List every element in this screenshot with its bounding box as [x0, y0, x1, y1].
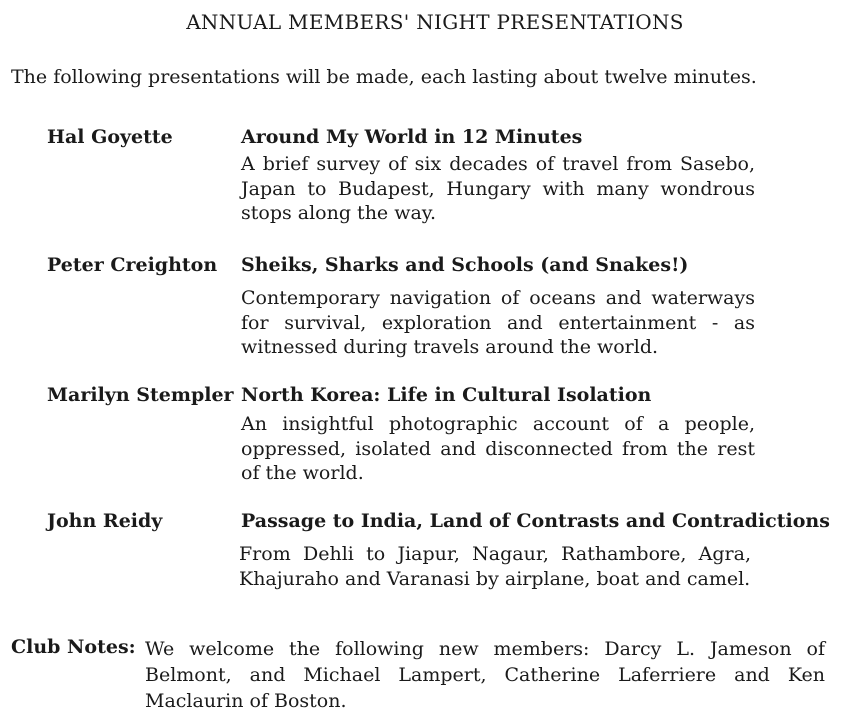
presentation-description: An insightful photographic account of a people, oppressed, isolated and disconnected from the rest of the world. [241, 413, 755, 484]
intro-text: The following presentations will be made, each lasting about twelve minutes. [11, 66, 757, 88]
presenter-name: Peter Creighton [47, 254, 218, 276]
presenter-name: Hal Goyette [47, 126, 173, 148]
presentation-description: A brief survey of six decades of travel from Sasebo, Japan to Budapest, Hungary with many wondrous stops along the way. [241, 153, 755, 224]
presentation-title: North Korea: Life in Cultural Isolation [241, 384, 652, 406]
presenter-name: John Reidy [47, 510, 163, 532]
presenter-name: Marilyn Stempler [47, 384, 234, 406]
presentation-description: From Dehli to Jiapur, Nagaur, Rathambore, Agra, Khajuraho and Varanasi by airplane, boat and camel. [239, 543, 751, 590]
club-notes-text: We welcome the following new members: Darcy L. Jameson of Belmont, and Michael Lampert, Catherine Laferriere and Ken Maclaurin of Boston. [145, 638, 825, 712]
presentation-title: Around My World in 12 Minutes [241, 126, 583, 148]
page-title: ANNUAL MEMBERS' NIGHT PRESENTATIONS [186, 10, 684, 34]
presentation-description: Contemporary navigation of oceans and waterways for survival, exploration and entertainment - as witnessed during travels around the world. [241, 287, 755, 358]
presentation-title: Sheiks, Sharks and Schools (and Snakes!) [241, 254, 689, 276]
club-notes-label: Club Notes: [11, 636, 136, 658]
presentation-title: Passage to India, Land of Contrasts and Contradictions [241, 510, 830, 532]
